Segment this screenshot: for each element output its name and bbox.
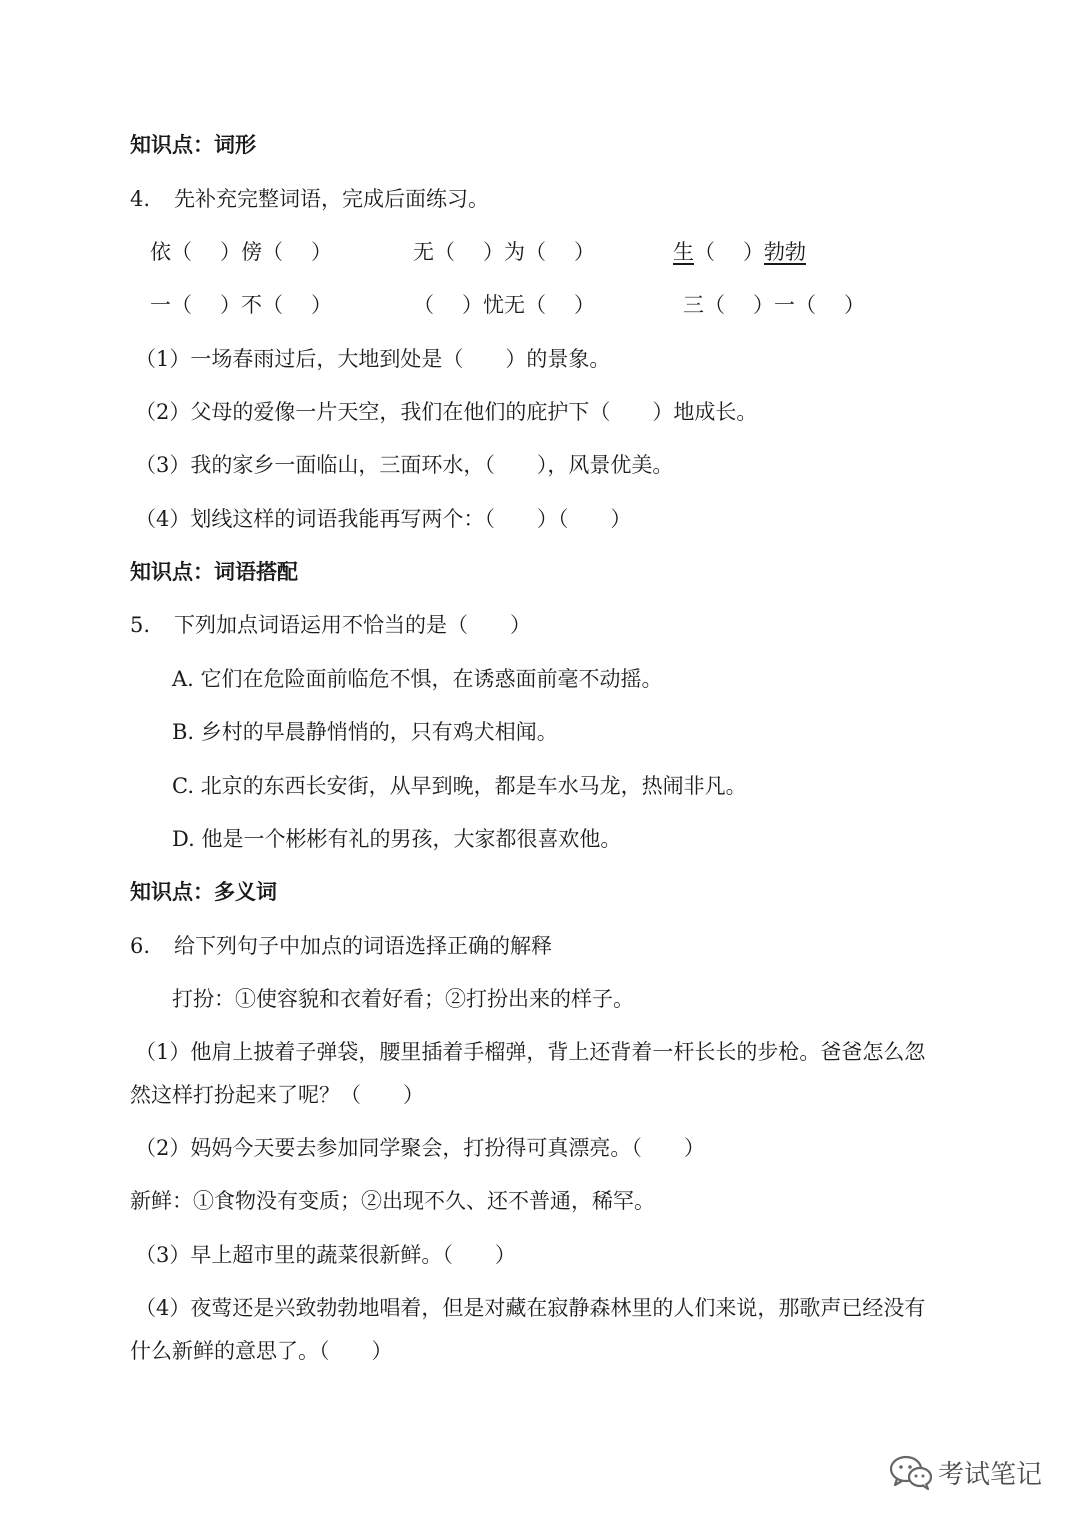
idiom-group-sheng-bobo: 生（ ）勃勃 (673, 240, 806, 264)
option-b: B. 乡村的早晨静悄悄的，只有鸡犬相闻。 (172, 720, 558, 744)
watermark-text: 考试笔记 (938, 1459, 1043, 1490)
question-prompt: 先补充完整词语，完成后面练习。 (174, 187, 490, 211)
idiom-group-yi-bang: 依（ ）傍（ ） (150, 240, 332, 264)
q4-sub-4: （4）划线这样的词语我能再写两个：（ ）（ ） (135, 507, 632, 531)
watermark (888, 1452, 1042, 1492)
section-heading-collocation: 知识点：词语搭配 (130, 559, 298, 584)
q6-sub-1-line-1: （1）他肩上披着子弹袋，腰里插着手榴弹，背上还背着一杆长长的步枪。爸爸怎么忽 (135, 1040, 926, 1064)
section-heading-polysemy: 知识点：多义词 (130, 879, 277, 904)
definition-xinxian: 新鲜：①食物没有变质；②出现不久、还不普通，稀罕。 (130, 1189, 655, 1213)
wechat-icon (888, 1452, 934, 1492)
option-a: A. 它们在危险面前临危不惧，在诱惑面前毫不动摇。 (172, 667, 663, 691)
idiom-group-san-yi: 三（ ）一（ ） (683, 293, 865, 317)
q6-sub-1-line-2: 然这样打扮起来了呢？（ ） (130, 1083, 424, 1107)
q4-sub-3: （3）我的家乡一面临山，三面环水，（ ），风景优美。 (135, 453, 674, 477)
idiom-group-you-wu: （ ）忧无（ ） (413, 293, 595, 317)
question-number: 6. (130, 934, 151, 958)
option-d: D. 他是一个彬彬有礼的男孩，大家都很喜欢他。 (172, 827, 622, 851)
q6-sub-3: （3）早上超市里的蔬菜很新鲜。（ ） (135, 1243, 516, 1267)
underlined-char: 生 (673, 240, 694, 264)
question-number: 5. (130, 613, 151, 637)
q6-sub-2: （2）妈妈今天要去参加同学聚会，打扮得可真漂亮。（ ） (135, 1136, 705, 1160)
idiom-group-yi-bu: 一（ ）不（ ） (150, 293, 332, 317)
question-4 (130, 184, 489, 214)
question-prompt: 给下列句子中加点的词语选择正确的解释 (174, 934, 553, 958)
q6-sub-4-line-1: （4）夜莺还是兴致勃勃地唱着，但是对藏在寂静森林里的人们来说，那歌声已经没有 (135, 1296, 926, 1320)
definition-daban: 打扮：①使容貌和衣着好看；②打扮出来的样子。 (172, 987, 634, 1011)
question-6 (130, 931, 552, 961)
question-number: 4. (130, 187, 151, 211)
q4-sub-2: （2）父母的爱像一片天空，我们在他们的庇护下（ ）地成长。 (135, 400, 758, 424)
underlined-word: 勃勃 (764, 240, 806, 264)
idiom-group-wu-wei: 无（ ）为（ ） (413, 240, 595, 264)
q6-sub-4-line-2: 什么新鲜的意思了。（ ） (130, 1339, 393, 1363)
q4-sub-1: （1）一场春雨过后，大地到处是（ ）的景象。 (135, 347, 611, 371)
option-c: C. 北京的东西长安街，从早到晚，都是车水马龙，热闹非凡。 (172, 774, 747, 798)
question-prompt: 下列加点词语运用不恰当的是（ ） (174, 613, 532, 637)
question-5 (130, 610, 531, 640)
section-heading-word-form: 知识点：词形 (130, 132, 256, 157)
